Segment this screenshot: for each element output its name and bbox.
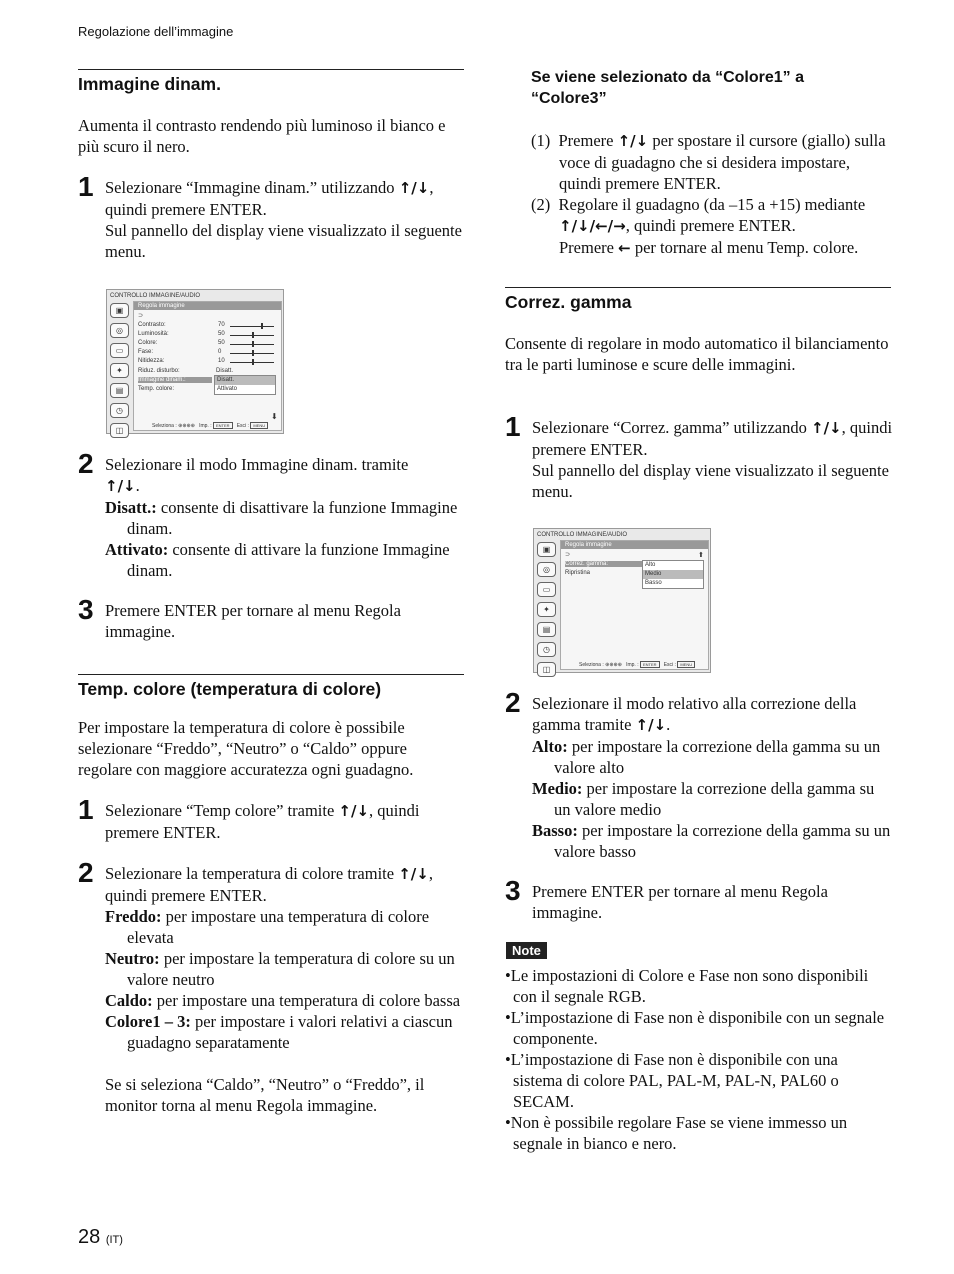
screen-icon: ▭ — [537, 582, 556, 597]
menu-row-slider — [230, 362, 274, 363]
slider-knob — [252, 359, 254, 365]
menu-panel — [133, 301, 282, 431]
option-item: Colore1 – 3: per impostare i valori relativi a ciascun guadagno separatamente — [105, 1012, 453, 1052]
dropdown-option-alto: Alto — [645, 562, 656, 568]
dropdown — [642, 560, 704, 589]
running-head: Regolazione dell’immagine — [78, 24, 234, 39]
riduz-label: Riduz. disturbo: — [138, 368, 180, 374]
menu-row-label: Nitidezza: — [138, 358, 165, 364]
up-down-arrows-icon: ↑/↓ — [398, 865, 429, 883]
up-down-arrows-icon: ↑/↓ — [811, 419, 842, 437]
subsection-title-colore: Se viene selezionato da “Colore1” a “Colore3” — [531, 69, 804, 107]
section-title-immagine-dinam: Immagine dinam. — [78, 69, 464, 95]
menu-footer: Seleziona : ⊕⊕⊕⊕ Imp. : ENTER Esci : MENU — [579, 661, 695, 668]
settings-icon: ✦ — [537, 602, 556, 617]
option-item: Medio: per impostare la correzione della gamma su un valore medio — [532, 779, 875, 819]
clock-icon: ◷ — [110, 403, 129, 418]
menu-row-value: 0 — [218, 349, 222, 355]
slider-knob — [252, 332, 254, 338]
riduz-value: Disatt. — [216, 368, 234, 374]
screen-icon: ▭ — [110, 343, 129, 358]
dropdown — [214, 375, 276, 395]
correz-gamma-row: Correz. gamma: — [565, 561, 643, 567]
section-title-correz-gamma: Correz. gamma — [505, 287, 891, 313]
up-down-arrows-icon: ↑/↓ — [105, 477, 136, 495]
option-item: Neutro: per impostare la temperatura di colore su un valore neutro — [105, 949, 455, 989]
audio-icon: ◎ — [110, 323, 129, 338]
note-item: •L’impostazione di Fase non è disponibile con un segnale componente. — [505, 1008, 885, 1048]
correz-gamma-intro: Consente di regolare in modo automatico il bilanciamento tra le parti luminose e scure delle immagini. — [505, 334, 889, 374]
dropdown-option-basso: Basso — [645, 580, 662, 586]
temp-colore-intro: Per impostare la temperatura di colore è possibile selezionare “Freddo”, “Neutro” o “Caldo” oppure regolare con maggiore accuratezza ogni guadagno. — [78, 718, 414, 779]
temp-colore-row: Temp. colore: — [138, 386, 175, 392]
menu-sidebar — [110, 303, 130, 443]
note-list — [505, 965, 887, 1154]
up-down-arrows-icon: ↑/↓ — [398, 179, 430, 197]
menu-row-slider — [230, 344, 274, 345]
menu-panel — [560, 540, 709, 670]
four-way-arrows-icon: ↑/↓/←/→ — [559, 217, 626, 235]
menu-row-value: 10 — [218, 358, 225, 364]
layout-icon: ▤ — [537, 622, 556, 637]
menu-row-label: Luminosità: — [138, 331, 169, 337]
option-item: Freddo: per impostare una temperatura di colore elevata — [105, 907, 430, 947]
ripristina-row: Ripristina — [565, 570, 591, 576]
option-item: Alto: per impostare la correzione della gamma su un valore alto — [532, 737, 881, 777]
layout-icon: ▤ — [110, 383, 129, 398]
temp-colore-after: Se si seleziona “Caldo”, “Neutro” o “Freddo”, il monitor torna al menu Regola immagine. — [105, 1075, 425, 1115]
up-down-arrows-icon: ↑/↓ — [617, 132, 649, 150]
dropdown-option-medio: Medio — [643, 570, 703, 579]
menu-row-label: Colore: — [138, 340, 158, 346]
menu-title: CONTROLLO IMMAGINE/AUDIO — [537, 532, 628, 538]
colore-instructions: (1) Premere ↑/↓ per spostare il cursore (giallo) sulla voce di guadagno che si desidera impostare, quindi premere ENTER. (2) Regolare il guadagno (da –15 a +15) mediante ↑/↓/←/→, quindi premere ENTER. Premere ← per tornare al menu Temp. colore. — [531, 131, 886, 257]
page-number: 28 (IT) — [78, 1226, 123, 1248]
section-title-temp-colore: Temp. colore (temperatura di colore) — [78, 674, 464, 700]
menu-footer: Seleziona : ⊕⊕⊕⊕ Imp. : ENTER Esci : MENU — [152, 422, 268, 429]
menu-sidebar — [537, 542, 557, 682]
menu-header: Regola immagine — [561, 541, 708, 549]
menu-row-label: Contrasto: — [138, 322, 166, 328]
menu-title: CONTROLLO IMMAGINE/AUDIO — [110, 293, 201, 299]
note-item: •Le impostazioni di Colore e Fase non sono disponibili con il segnale RGB. — [505, 966, 869, 1006]
slider-knob — [252, 350, 254, 356]
memory-icon: ◫ — [537, 662, 556, 677]
menu-screenshot-correz-gamma — [533, 528, 711, 673]
note-label: Note — [506, 942, 547, 959]
immagine-dinam-row: Immagine dinam.: — [138, 377, 212, 383]
up-down-arrows-icon: ↑/↓ — [338, 802, 370, 820]
scroll-up-icon: ⬆ — [698, 552, 704, 559]
back-icon: ⊃ — [565, 552, 571, 558]
menu-row-label: Fase: — [138, 349, 154, 355]
audio-icon: ◎ — [537, 562, 556, 577]
picture-icon: ▣ — [110, 303, 129, 318]
slider-knob — [252, 341, 254, 347]
memory-icon: ◫ — [110, 423, 129, 438]
scroll-down-icon: ⬇ — [271, 412, 278, 421]
menu-row-slider — [230, 353, 274, 354]
up-down-arrows-icon: ↑/↓ — [635, 716, 667, 734]
note-item: •Non è possibile regolare Fase se viene immesso un segnale in bianco e nero. — [505, 1113, 848, 1153]
menu-row-value: 50 — [218, 340, 225, 346]
dropdown-option-attivato: Attivato — [217, 386, 238, 392]
back-icon: ⊃ — [138, 313, 144, 319]
menu-row-slider — [230, 326, 274, 327]
menu-header: Regola immagine — [134, 302, 281, 310]
immagine-dinam-intro: Aumenta il contrasto rendendo più luminoso il bianco e più scuro il nero. — [78, 116, 446, 156]
note-item: •L’impostazione di Fase non è disponibile con una sistema di colore PAL, PAL-M, PAL-N, PAL60 o SECAM. — [505, 1050, 839, 1111]
nav-keys-icon: ⊕⊕⊕⊕ — [178, 423, 195, 429]
menu-row-value: 70 — [218, 322, 225, 328]
clock-icon: ◷ — [537, 642, 556, 657]
option-item: Basso: per impostare la correzione della gamma su un valore basso — [532, 821, 891, 861]
picture-icon: ▣ — [537, 542, 556, 557]
option-item: Caldo: per impostare una temperatura di colore bassa — [105, 991, 461, 1010]
menu-row-slider — [230, 335, 274, 336]
dropdown-option-disatt: Disatt. — [215, 376, 275, 385]
settings-icon: ✦ — [110, 363, 129, 378]
menu-screenshot-regola-immagine — [106, 289, 284, 434]
left-arrow-icon: ← — [618, 239, 631, 257]
menu-row-value: 50 — [218, 331, 225, 337]
nav-keys-icon: ⊕⊕⊕⊕ — [605, 662, 622, 668]
slider-knob — [261, 323, 263, 329]
